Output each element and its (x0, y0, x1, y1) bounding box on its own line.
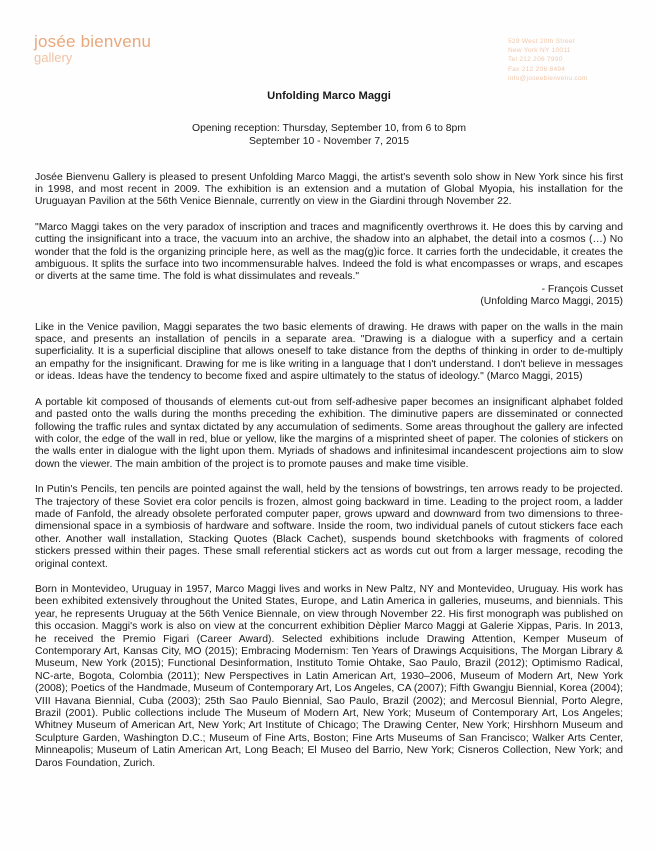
gallery-name: josée bienvenu (34, 32, 152, 51)
kit-paragraph: A portable kit composed of thousands of elements cut-out from self-adhesive paper becomes an insignificant alphabet folded and pasted onto the walls during the months preceding the exhibition. The diminutive papers are disseminated or connected following the traffic rules and syntax dictated by any accumulation of sediments. Some areas throughout the gallery are infected with color, the edge of the wall in red, blue or yellow, like the margins of a misprinted sheet of paper. The colonies of stickers on the walls enter in dialogue with the light upon them. Myriads of shadows and infinitesimal incandescent projections aim to slow down the viewer. The main ambition of the project is to promote pauses and make time visible. (35, 396, 623, 470)
gallery-logo (34, 33, 151, 64)
press-release-body (35, 90, 623, 770)
exhibition-dates: September 10 - November 7, 2015 (249, 136, 409, 147)
quote-source: (Unfolding Marco Maggi, 2015) (480, 296, 623, 308)
address-line: 529 West 20th Street (508, 38, 575, 45)
address-line: Fax 212 206 8494 (508, 65, 566, 73)
address-line: Tel 212 206 7990 (508, 56, 563, 64)
document-title: Unfolding Marco Maggi (267, 90, 391, 102)
bio-paragraph: Born in Montevideo, Uruguay in 1957, Marco Maggi lives and works in New Paltz, NY and Montevideo, Uruguay. His work has been exhibited extensively throughout the United States, Europe, and Latin America in galleries, museums, and biennials. This year, he represents Uruguay at the 56th Venice Biennale, on view through November 22. His first monograph was published on this occasion. Maggi's work is also on view at the concurrent exhibition Dèplier Marco Maggi at Galerie Xippas, Paris. In 2013, he received the Premio Figari (Career Award). Selected exhibitions include Drawing Attention, Kemper Museum of Contemporary Art, Kansas City, MO (2015); Embracing Modernism: Ten Years of Drawings Acquisitions, The Morgan Library & Museum, New York (2015); Functional Desinformation, Instituto Tomie Ohtake, Sao Paulo, Brazil (2012); Optimismo Radical, NC-arte, Bogota, Colombia (2011); New Perspectives in Latin American Art, 1930–2006, Museum of Modern Art, New York (2008); Poetics of the Handmade, Museum of Contemporary Art, Los Angeles, CA (2007); Fifth Gwangju Biennial, Korea (2004); VIII Havana Biennial, Cuba (2003); 25th Sao Paulo Biennial, Sao Paulo, Brazil (2002); and Mercosul Biennial, Porto Alegre, Brazil (2001). Public collections include The Museum of Modern Art, New York; Museum of Contemporary Art, Los Angeles; Whitney Museum of American Art, New York; Art Institute of Chicago; The Drawing Center, New York; Hirshhorn Museum and Sculpture Garden, Washington D.C.; Museum of Fine Arts, Boston; Fine Arts Museums of San Francisco; Walker Arts Center, Minneapolis; Museum of Latin American Art, Long Beach; El Museo del Barrio, New York; Cisneros Collection, New York; and Daros Foundation, Zurich. (35, 583, 623, 769)
gallery-address (508, 37, 588, 83)
pencils-paragraph: In Putin's Pencils, ten pencils are pointed against the wall, held by the tensions of bowstrings, ten arrows ready to be projected. The trajectory of these Soviet era color pencils is frozen, almost going backward in time. Leading to the project room, a ladder made of Fanfold, the already obsolete perforated computer paper, grows upward and downward from two dimensions to three-dimensional space in a symbiosis of hardware and software. Inside the room, two individual panels of cutout stickers face each other. Another wall installation, Stacking Quotes (Black Cachet), suspends bound sketchbooks with fragments of colored stickers pressed within their pages. These small referential stickers act as words cut out from a larger message, recoding the original context. (35, 484, 623, 570)
venice-paragraph: Like in the Venice pavilion, Maggi separates the two basic elements of drawing. He draws with paper on the walls in the main space, and presents an installation of pencils in a separate area. "Drawing is a dialogue with a superficy and a certain superficiality. It is a superficial discipline that allows oneself to take distance from the depths of thinking in order to de-multiply an empathy for the insignificant. Drawing for me is like writing in a language that I don't understand. I don't believe in messages or ideas. Ideas have the tendency to become fixed and aspire ultimately to the status of ideology." (Marco Maggi, 2015) (35, 321, 623, 383)
intro-paragraph: Josée Bienvenu Gallery is pleased to present Unfolding Marco Maggi, the artist's seventh solo show in New York since his first in 1998, and most recent in 2009. The exhibition is an extension and a mutation of Global Myopia, his installation for the Uruguayan Pavilion at the 56th Venice Biennale, currently on view in the Giardini through November 22. (35, 171, 623, 208)
quote-author: - François Cusset (541, 283, 623, 295)
opening-reception (35, 123, 623, 148)
address-email: info@joseebienvenu.com (508, 74, 588, 82)
gallery-subtitle: gallery (34, 50, 73, 65)
reception-line: Opening reception: Thursday, September 10, from 6 to 8pm (192, 123, 466, 135)
quote-paragraph: "Marco Maggi takes on the very paradox of inscription and traces and magnificently overthrows it. He does this by carving and cutting the insignificant into a trace, the vacuum into an archive, the shadow into an alphabet, the detail into a cosmos (…) No wonder that the fold is the organizing principle here, as well as the mag(g)ic force. It carries forth the undecidable, it creates the ambiguous. It splits the surface into two incommensurable halves. Indeed the fold is what encompasses or wraps, and escapes or diverts at the same time. The fold is what dissimulates and reveals." (35, 221, 623, 283)
address-line: New York NY 10011 (508, 47, 571, 55)
